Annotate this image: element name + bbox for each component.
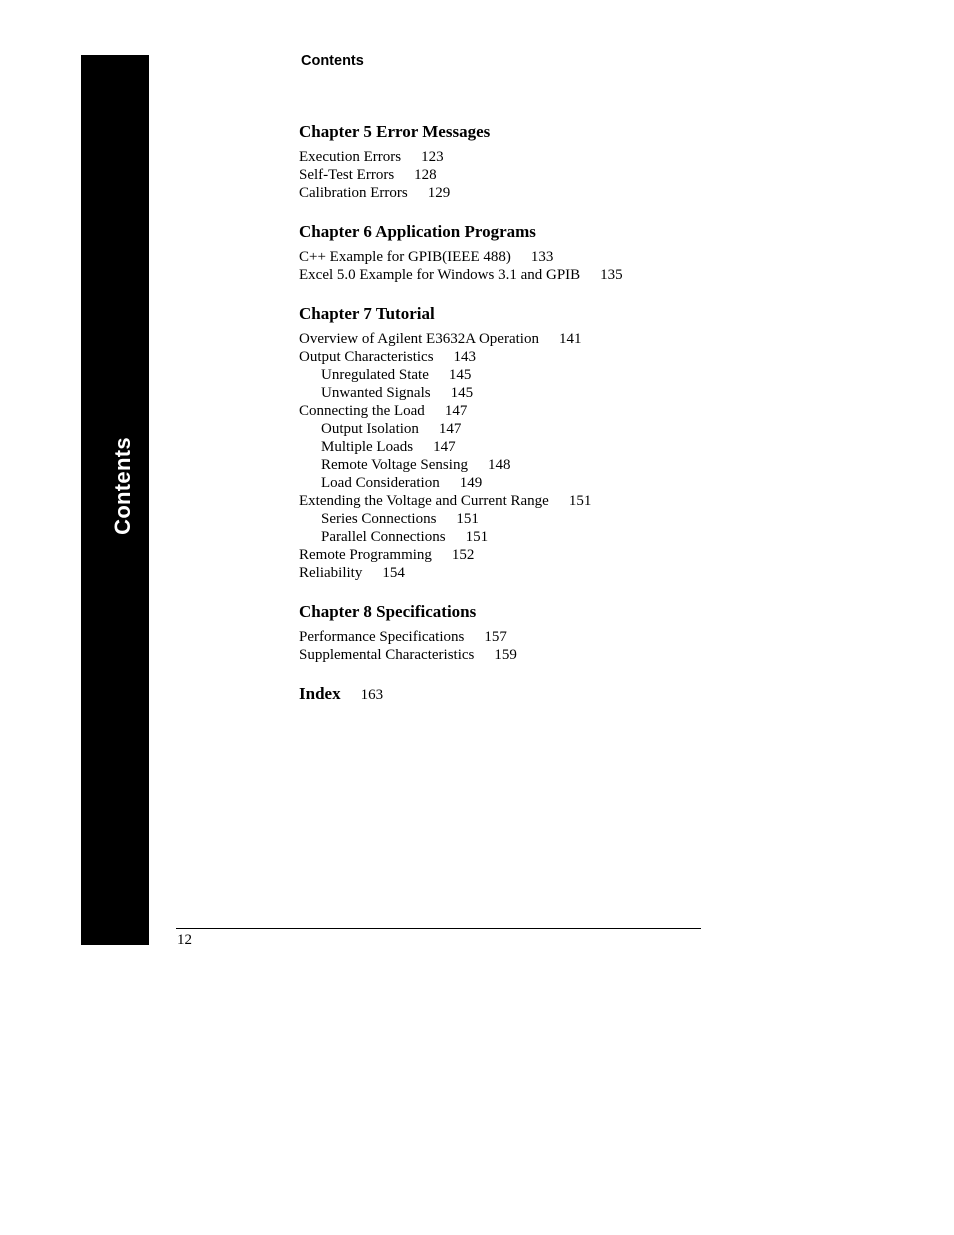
toc-subentry[interactable]: [299, 528, 719, 546]
toc-entry-title: Output Characteristics: [299, 349, 434, 365]
toc-entry[interactable]: [299, 266, 719, 284]
toc-entry-title: Output Isolation: [321, 421, 419, 437]
chapter-heading[interactable]: Chapter 8 Specifications: [299, 602, 477, 621]
index-label: Index: [299, 684, 341, 703]
toc-entry-title: Execution Errors: [299, 149, 402, 165]
toc-chapter-6: [299, 221, 719, 284]
table-of-contents: [299, 121, 719, 705]
toc-entry-page: 147: [433, 439, 456, 455]
toc-entry-title: Extending the Voltage and Current Range: [299, 493, 549, 509]
toc-entry-page: 143: [453, 349, 477, 365]
index-entry[interactable]: [299, 683, 719, 705]
toc-chapter-8: [299, 601, 719, 664]
toc-entry-page: 148: [487, 457, 511, 473]
toc-entry-title: Unregulated State: [321, 367, 429, 383]
toc-entry-title: Calibration Errors: [299, 185, 408, 201]
toc-entry-page: 149: [459, 475, 483, 491]
toc-entry-page: 151: [456, 511, 479, 527]
toc-entry[interactable]: [299, 248, 719, 266]
toc-subentry[interactable]: [299, 384, 719, 402]
toc-entry-title: Unwanted Signals: [321, 385, 431, 401]
toc-entry[interactable]: [299, 564, 719, 582]
toc-entry-title: Remote Programming: [299, 547, 432, 563]
toc-entry-title: Self-Test Errors: [299, 167, 395, 183]
toc-entry-title: C++ Example for GPIB(IEEE 488): [299, 249, 511, 265]
toc-entry-page: 147: [444, 403, 468, 419]
toc-entry-title: Performance Specifications: [299, 629, 465, 645]
page-number: 12: [177, 932, 192, 948]
toc-entry[interactable]: [299, 184, 719, 202]
side-tab-label: Contents: [110, 437, 135, 535]
toc-entry-title: Supplemental Characteristics: [299, 647, 475, 663]
toc-entry-title: Reliability: [299, 565, 363, 581]
index-page: 163: [360, 687, 384, 703]
toc-entry-title: Overview of Agilent E3632A Operation: [299, 331, 539, 347]
footer-rule: [176, 928, 701, 929]
toc-entry-page: 133: [530, 249, 554, 265]
toc-entry[interactable]: [299, 402, 719, 420]
toc-entry-page: 154: [382, 565, 405, 581]
toc-entry[interactable]: [299, 646, 719, 664]
toc-entry-page: 157: [484, 629, 507, 645]
toc-entry-title: Remote Voltage Sensing: [321, 457, 468, 473]
toc-subentry[interactable]: [299, 474, 719, 492]
toc-entry-page: 159: [494, 647, 517, 663]
toc-subentry[interactable]: [299, 456, 719, 474]
toc-entry-title: Connecting the Load: [299, 403, 425, 419]
toc-entry-title: Multiple Loads: [321, 439, 414, 455]
toc-entry-page: 123: [421, 149, 444, 165]
toc-entry-page: 141: [558, 331, 582, 347]
toc-entry-page: 128: [414, 167, 437, 183]
chapter-heading[interactable]: Chapter 5 Error Messages: [299, 122, 491, 141]
toc-entry[interactable]: [299, 348, 719, 366]
toc-entry[interactable]: [299, 546, 719, 564]
toc-entry-page: 145: [448, 367, 472, 383]
chapter-heading[interactable]: Chapter 6 Application Programs: [299, 222, 536, 241]
toc-entry-page: 145: [450, 385, 474, 401]
toc-index: [299, 683, 719, 705]
toc-entry-title: Excel 5.0 Example for Windows 3.1 and GPIB: [299, 267, 581, 283]
toc-entry[interactable]: [299, 628, 719, 646]
chapter-heading[interactable]: Chapter 7 Tutorial: [299, 304, 435, 323]
toc-entry-page: 152: [451, 547, 475, 563]
toc-entry-page: 129: [427, 185, 451, 201]
toc-entry-page: 151: [568, 493, 592, 509]
toc-entry-title: Parallel Connections: [321, 529, 446, 545]
toc-chapter-7: [299, 303, 719, 582]
running-header: Contents: [301, 53, 364, 69]
toc-entry[interactable]: [299, 166, 719, 184]
toc-subentry[interactable]: [299, 510, 719, 528]
toc-entry[interactable]: [299, 330, 719, 348]
toc-entry-page: 147: [438, 421, 462, 437]
toc-entry-page: 135: [600, 267, 623, 283]
toc-subentry[interactable]: [299, 420, 719, 438]
toc-entry-title: Load Consideration: [321, 475, 440, 491]
toc-subentry[interactable]: [299, 366, 719, 384]
toc-entry[interactable]: [299, 148, 719, 166]
toc-entry-page: 151: [465, 529, 489, 545]
toc-entry-title: Series Connections: [321, 511, 437, 527]
toc-entry[interactable]: [299, 492, 719, 510]
toc-chapter-5: [299, 121, 719, 202]
toc-subentry[interactable]: [299, 438, 719, 456]
